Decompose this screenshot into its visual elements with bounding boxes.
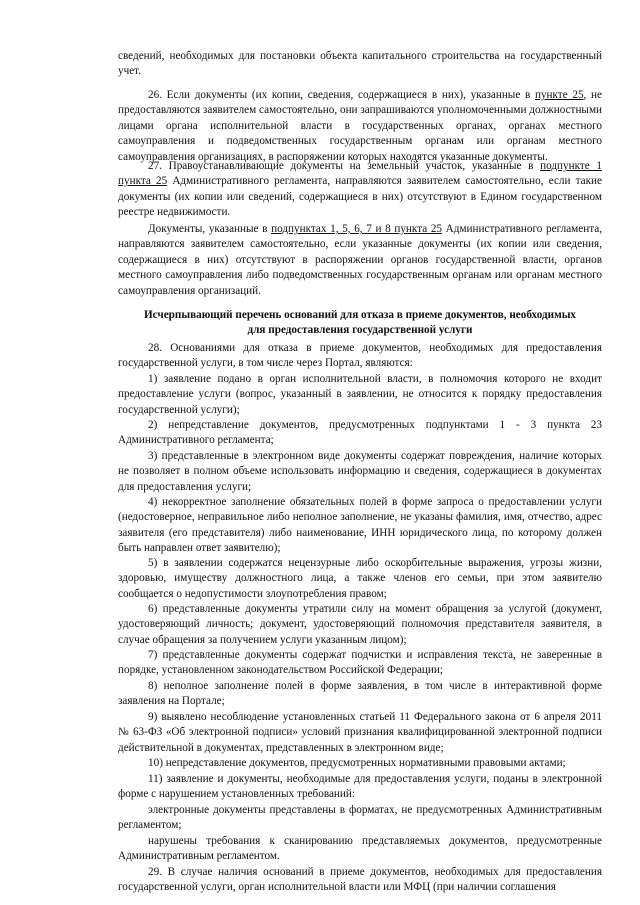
paragraph-26 (118, 88, 602, 165)
list-item-4: 4) некорректное заполнение обязательных полей в форме запроса о предоставлении услуги (недостоверное, неправильное либо неполное заполнение, не указаны фамилия, имя, отчество, адрес заявителя (его представителя) либо наименование, ИНН юридического лица, по которому должен быть направлен ответ заявителю); (118, 496, 602, 555)
section-heading-line-1: Исчерпывающий перечень оснований для отказа в приеме документов, необходимых (143, 309, 577, 321)
paragraph-28: 28. Основаниями для отказа в приеме документов, необходимых для предоставления государственной услуги, в том числе через Портал, являются: (118, 342, 602, 370)
paragraph-continuation: сведений, необходимых для постановки объекта капитального строительства на государственный учет. (118, 50, 602, 78)
link-podpunkt-1-punkta-25[interactable]: подпункте 1 пункта 25 (118, 160, 602, 188)
paragraph-26-text-end: , не предоставляются заявителем самостоятельно, они запрашиваются уполномоченными должностными лицами органа исполнительной власти в государственных органах, органах местного самоуправления и подведомственных государственным органам или органам местного самоуправления организациях, в распоряжении которых находятся указанные документы. (118, 89, 603, 163)
paragraph-26-text: 26. Если документы (их копии, сведения, содержащиеся в них), указанные в (148, 89, 535, 101)
link-punkt-25[interactable]: пункте 25 (534, 89, 584, 101)
link-podpunkty-punkta-25[interactable]: подпунктах 1, 5, 6, 7 и 8 пункта 25 (271, 223, 443, 235)
paragraph-documents (118, 222, 602, 299)
list-item-formats: электронные документы представлены в форматах, не предусмотренных Административным регламентом; (118, 804, 602, 832)
list-item-3: 3) представленные в электронном виде документы содержат повреждения, наличие которых не позволяет в полном объеме использовать информацию и сведения, содержащиеся в документах для предоставления услуги; (118, 450, 602, 493)
list-item-1: 1) заявление подано в орган исполнительной власти, в полномочия которого не входит предоставление услуги (вопрос, указанный в заявлении, не относится к порядку предоставления государственной услуги); (118, 373, 602, 416)
paragraph-29: 29. В случае наличия оснований в приеме документов, необходимых для предоставления государственной услуги, орган исполнительной власти или МФЦ (при наличии соглашения (118, 866, 602, 894)
list-item-scanning: нарушены требования к сканированию представляемых документов, предусмотренные Административным регламентом. (118, 835, 602, 863)
list-item-7: 7) представленные документы содержат подчистки и исправления текста, не заверенные в порядке, установленном законодательством Российской Федерации; (118, 649, 602, 677)
list-item-8: 8) неполное заполнение полей в форме заявления, в том числе в интерактивной форме заявления на Портале; (118, 680, 602, 708)
section-heading-line-2: для предоставления государственной услуги (247, 324, 473, 337)
paragraph-27 (118, 159, 602, 221)
paragraph-documents-text-end: Административного регламента, направляются заявителем самостоятельно, если указанные документы (их копии или сведения, содержащиеся в них) отсутствуют в распоряжении органов государственной власти, органов местного самоуправления либо подведомственных государственным органам или органам местного самоуправления организаций. (118, 223, 602, 297)
list-item-5: 5) в заявлении содержатся нецензурные либо оскорбительные выражения, угрозы жизни, здоровью, имуществу должностного лица, а также членов его семьи, при этом заявителю сообщается о недопустимости злоупотребления правом; (118, 557, 602, 600)
section-heading (118, 308, 602, 339)
list-item-11: 11) заявление и документы, необходимые для предоставления услуги, поданы в электронной форме с нарушением установленных требований: (118, 773, 602, 801)
paragraph-27-text: 27. Правоустанавливающие документы на земельный участок, указанные в (148, 160, 541, 172)
list-item-10: 10) непредставление документов, предусмотренных нормативными правовыми актами; (148, 757, 566, 769)
paragraph-documents-text: Документы, указанные в (148, 223, 272, 235)
list-item-9: 9) выявлено несоблюдение установленных статьей 11 Федерального закона от 6 апреля 2011 № 63-ФЗ «Об электронной подписи» условий признания квалифицированной электронной подписи действительной в документах, представленных в электронном виде; (118, 711, 602, 754)
list-item-6: 6) представленные документы утратили силу на момент обращения за услугой (документ, удостоверяющий личность; документ, удостоверяющий полномочия представителя заявителя, в случае обращения за получением услуги указанным лицом); (118, 603, 602, 646)
list-item-2: 2) непредставление документов, предусмотренных подпунктами 1 - 3 пункта 23 Административного регламента; (118, 419, 602, 447)
paragraph-27-text-end: Административного регламента, направляются заявителем самостоятельно, если такие документы (их копии или сведений, содержащиеся в них) отсутствуют в Едином государственном реестре недвижимости. (118, 175, 602, 219)
